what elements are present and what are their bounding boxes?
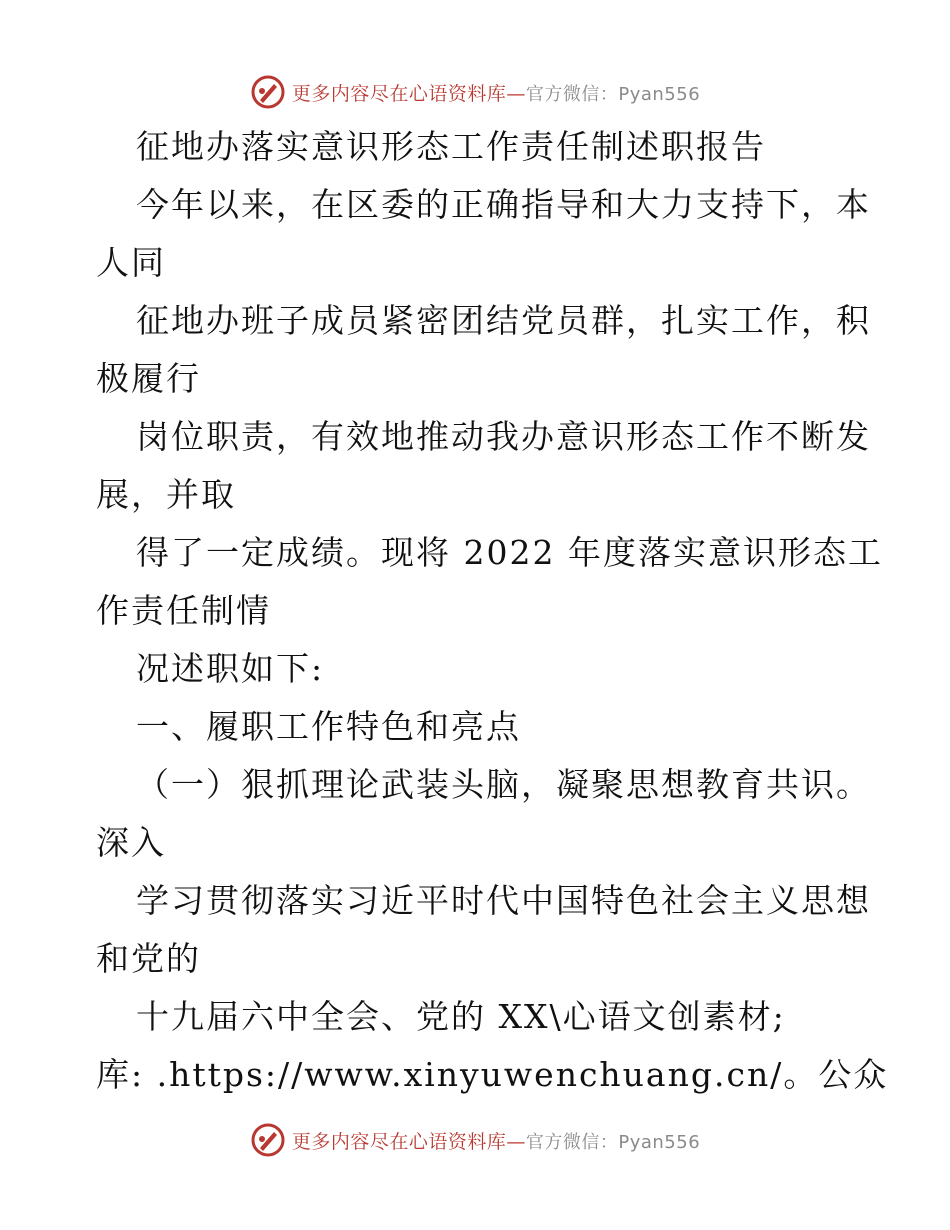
document-body <box>96 118 889 1104</box>
paragraph-line: 况述职如下: <box>136 649 325 688</box>
watermark-header <box>0 70 950 114</box>
subsection-heading: （一）狠抓理论武装头脑，凝聚思想教育共识。 <box>136 765 871 804</box>
paragraph-line: 今年以来，在区委的正确指导和大力支持下，本 <box>136 185 871 224</box>
paragraph-line: 和党的 <box>96 939 201 978</box>
section-heading: 一、履职工作特色和亮点 <box>136 707 521 746</box>
paragraph-line: 极履行 <box>96 359 201 398</box>
pen-logo-icon <box>250 1122 286 1158</box>
paragraph-line: 十九届六中全会、党的 XX\心语文创素材; <box>136 997 786 1036</box>
pen-logo-icon <box>250 74 286 110</box>
paragraph-line: 人同 <box>96 243 166 282</box>
paragraph-line: 展，并取 <box>96 475 236 514</box>
paragraph-line: 深入 <box>96 823 166 862</box>
watermark-text: 更多内容尽在心语资料库—官方微信：Pyan556 <box>291 82 701 105</box>
paragraph-line: 库: .https://www.xinyuwenchuang.cn/。公众 <box>96 1055 889 1094</box>
watermark-text: 更多内容尽在心语资料库—官方微信：Pyan556 <box>291 1130 701 1153</box>
paragraph-line: 学习贯彻落实习近平时代中国特色社会主义思想 <box>136 881 871 920</box>
paragraph-line: 征地办班子成员紧密团结党员群，扎实工作，积 <box>136 301 871 340</box>
paragraph-line: 得了一定成绩。现将 2022 年度落实意识形态工 <box>136 533 883 572</box>
watermark-footer <box>0 1118 950 1162</box>
document-title: 征地办落实意识形态工作责任制述职报告 <box>136 127 766 166</box>
paragraph-line: 岗位职责，有效地推动我办意识形态工作不断发 <box>136 417 871 456</box>
paragraph-line: 作责任制情 <box>96 591 271 630</box>
